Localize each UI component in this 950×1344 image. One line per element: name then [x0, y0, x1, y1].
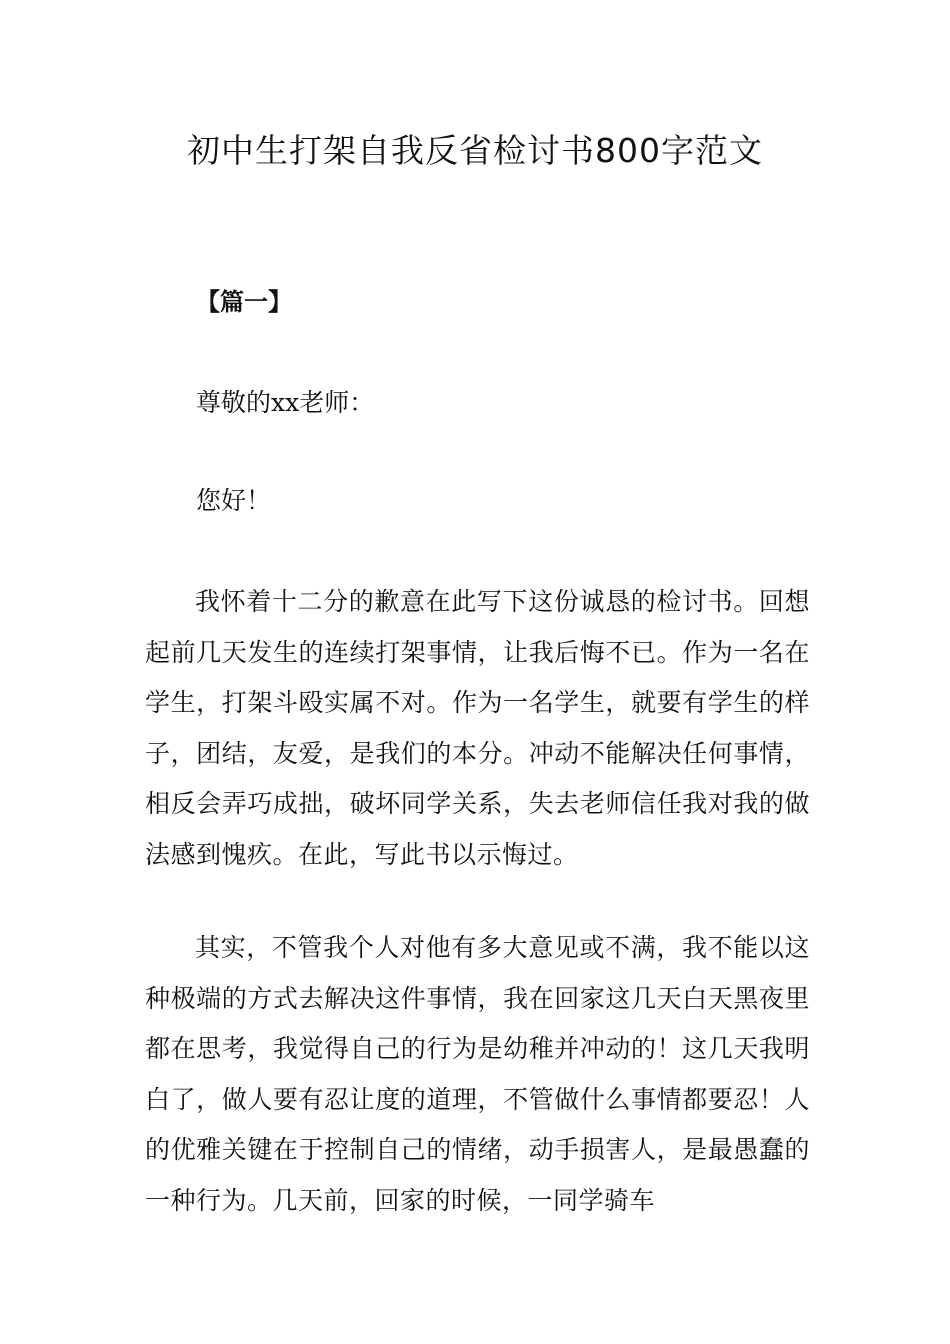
- body-paragraph-2: 其实，不管我个人对他有多大意见或不满，我不能以这种极端的方式去解决这件事情，我在回家这几天白天黑夜里都在思考，我觉得自己的行为是幼稚并冲动的！这几天我明白了，做人要有忍让度的道理，不管做什么事情都要忍！人的优雅关键在于控制自己的情绪，动手损害人，是最愚蠢的一种行为。几天前，回家的时候，一同学骑车: [145, 933, 810, 1215]
- greeting: 您好！: [196, 486, 272, 515]
- section-label: 【篇一】: [196, 288, 292, 316]
- document-title: 初中生打架自我反省检讨书800字范文: [187, 131, 763, 170]
- body-paragraph-1: 我怀着十二分的歉意在此写下这份诚恳的检讨书。回想起前几天发生的连续打架事情，让我后悔不已。作为一名在学生，打架斗殴实属不对。作为一名学生，就要有学生的样子，团结，友爱，是我们的本分。冲动不能解决任何事情，相反会弄巧成拙，破坏同学关系，失去老师信任我对我的做法感到愧疚。在此，写此书以示悔过。: [145, 587, 810, 869]
- salutation: 尊敬的xx老师：: [196, 388, 375, 417]
